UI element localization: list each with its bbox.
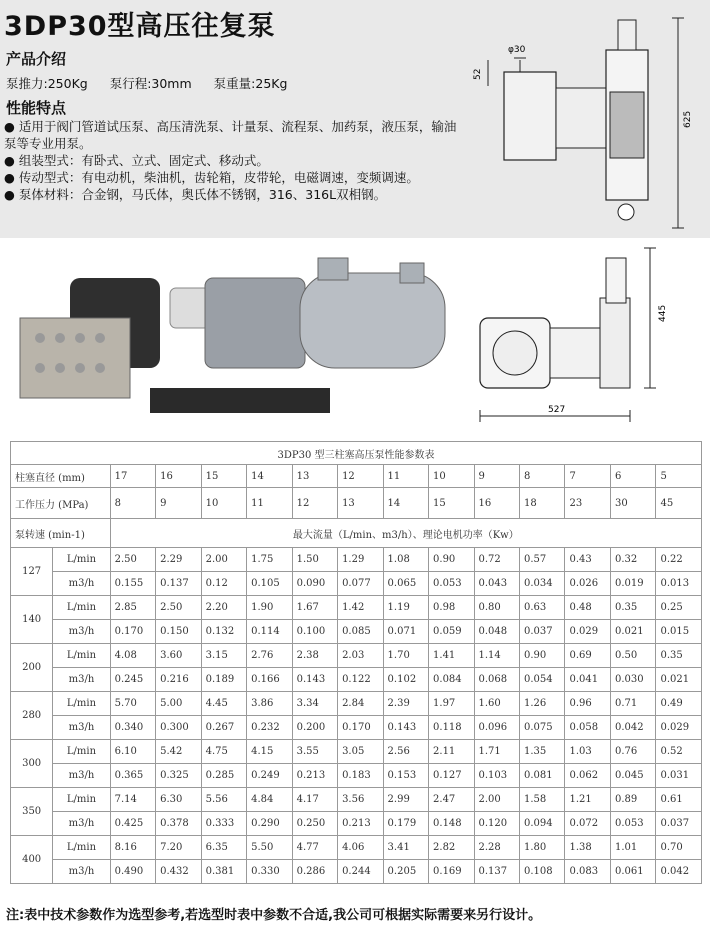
value-cell: 0.071: [383, 620, 428, 644]
unit-cell: L/min: [53, 596, 110, 620]
value-cell: 0.013: [656, 572, 702, 596]
value-cell: 0.053: [610, 812, 655, 836]
unit-cell: L/min: [53, 740, 110, 764]
value-cell: 1.67: [292, 596, 337, 620]
value-cell: 6.30: [156, 788, 201, 812]
value-cell: 0.037: [656, 812, 702, 836]
value-cell: 0.021: [656, 668, 702, 692]
spec-thrust: 泵推力:250Kg: [6, 76, 88, 91]
pressure-cell: 8: [110, 488, 155, 519]
table-row: [11, 836, 702, 860]
value-cell: 0.166: [247, 668, 292, 692]
value-cell: 0.019: [610, 572, 655, 596]
value-cell: 0.042: [610, 716, 655, 740]
spec-stroke: 泵行程:30mm: [109, 76, 192, 91]
value-cell: 1.01: [610, 836, 655, 860]
value-cell: 0.150: [156, 620, 201, 644]
value-cell: 0.245: [110, 668, 155, 692]
value-cell: 4.15: [247, 740, 292, 764]
table-row: [11, 644, 702, 668]
value-cell: 3.05: [338, 740, 383, 764]
value-cell: 0.072: [565, 812, 610, 836]
value-cell: 0.25: [656, 596, 702, 620]
value-cell: 2.82: [429, 836, 474, 860]
value-cell: 0.053: [429, 572, 474, 596]
value-cell: 3.86: [247, 692, 292, 716]
unit-cell: L/min: [53, 788, 110, 812]
value-cell: 1.60: [474, 692, 519, 716]
pressure-cell: 11: [247, 488, 292, 519]
table-row: [11, 716, 702, 740]
value-cell: 0.244: [338, 860, 383, 884]
feature-item: ● 组装型式：有卧式、立式、固定式、移动式。: [4, 152, 466, 169]
speed-label: 泵转速 (min-1): [11, 519, 111, 548]
value-cell: 2.00: [474, 788, 519, 812]
value-cell: 6.10: [110, 740, 155, 764]
unit-cell: m3/h: [53, 572, 110, 596]
feature-item: ● 适用于阀门管道试压泵、高压清洗泵、计量泵、流程泵、加药泵，液压泵，输油泵等专业用泵。: [4, 118, 466, 152]
diameter-cell: 6: [610, 465, 655, 488]
value-cell: 4.77: [292, 836, 337, 860]
unit-cell: m3/h: [53, 812, 110, 836]
value-cell: 0.43: [565, 548, 610, 572]
footnote: 注:表中技术参数作为选型参考,若选型时表中参数不合适,我公司可根据实际需要来另行设计。: [6, 908, 542, 923]
value-cell: 2.50: [156, 596, 201, 620]
value-cell: 0.120: [474, 812, 519, 836]
unit-cell: L/min: [53, 836, 110, 860]
value-cell: 2.38: [292, 644, 337, 668]
table-row: [11, 740, 702, 764]
value-cell: 0.48: [565, 596, 610, 620]
value-cell: 0.63: [520, 596, 565, 620]
rpm-cell: 280: [11, 692, 53, 740]
value-cell: 0.232: [247, 716, 292, 740]
table-row: [11, 668, 702, 692]
unit-cell: m3/h: [53, 860, 110, 884]
value-cell: 1.80: [520, 836, 565, 860]
flow-header: 最大流量（L/min、m3/h）、理论电机功率（Kw）: [110, 519, 701, 548]
value-cell: 0.026: [565, 572, 610, 596]
value-cell: 1.71: [474, 740, 519, 764]
value-cell: 0.153: [383, 764, 428, 788]
value-cell: 3.41: [383, 836, 428, 860]
value-cell: 3.56: [338, 788, 383, 812]
value-cell: 0.021: [610, 620, 655, 644]
value-cell: 0.61: [656, 788, 702, 812]
value-cell: 0.148: [429, 812, 474, 836]
diameter-label: 柱塞直径 (mm): [11, 465, 111, 488]
dim-height-small: 52: [473, 68, 483, 80]
value-cell: 0.249: [247, 764, 292, 788]
value-cell: 1.58: [520, 788, 565, 812]
value-cell: 0.189: [201, 668, 246, 692]
table-row: [11, 572, 702, 596]
diameter-row: [11, 465, 702, 488]
value-cell: 0.170: [110, 620, 155, 644]
table-row: [11, 596, 702, 620]
diameter-cell: 14: [247, 465, 292, 488]
spec-line: [6, 74, 305, 92]
rpm-cell: 300: [11, 740, 53, 788]
value-cell: 1.75: [247, 548, 292, 572]
value-cell: 3.60: [156, 644, 201, 668]
value-cell: 3.15: [201, 644, 246, 668]
value-cell: 0.71: [610, 692, 655, 716]
value-cell: 0.169: [429, 860, 474, 884]
value-cell: 2.00: [201, 548, 246, 572]
value-cell: 0.216: [156, 668, 201, 692]
value-cell: 2.50: [110, 548, 155, 572]
value-cell: 0.048: [474, 620, 519, 644]
value-cell: 1.08: [383, 548, 428, 572]
value-cell: 1.50: [292, 548, 337, 572]
value-cell: 0.137: [474, 860, 519, 884]
value-cell: 0.132: [201, 620, 246, 644]
value-cell: 0.80: [474, 596, 519, 620]
unit-cell: L/min: [53, 644, 110, 668]
pressure-cell: 18: [520, 488, 565, 519]
value-cell: 1.03: [565, 740, 610, 764]
diameter-cell: 12: [338, 465, 383, 488]
value-cell: 0.103: [474, 764, 519, 788]
value-cell: 0.118: [429, 716, 474, 740]
unit-cell: L/min: [53, 548, 110, 572]
value-cell: 0.378: [156, 812, 201, 836]
diameter-cell: 11: [383, 465, 428, 488]
dim-height-total: 625: [683, 110, 693, 128]
value-cell: 0.100: [292, 620, 337, 644]
rpm-cell: 400: [11, 836, 53, 884]
table-row: [11, 788, 702, 812]
value-cell: 1.42: [338, 596, 383, 620]
value-cell: 0.062: [565, 764, 610, 788]
value-cell: 0.200: [292, 716, 337, 740]
value-cell: 2.85: [110, 596, 155, 620]
value-cell: 2.76: [247, 644, 292, 668]
value-cell: 7.14: [110, 788, 155, 812]
value-cell: 7.20: [156, 836, 201, 860]
value-cell: 0.69: [565, 644, 610, 668]
value-cell: 0.325: [156, 764, 201, 788]
value-cell: 0.122: [338, 668, 383, 692]
value-cell: 0.333: [201, 812, 246, 836]
value-cell: 0.205: [383, 860, 428, 884]
value-cell: 0.094: [520, 812, 565, 836]
value-cell: 1.21: [565, 788, 610, 812]
pressure-row: [11, 488, 702, 519]
value-cell: 3.55: [292, 740, 337, 764]
unit-cell: L/min: [53, 692, 110, 716]
pressure-cell: 14: [383, 488, 428, 519]
dim-side-height: 445: [658, 304, 668, 322]
value-cell: 0.054: [520, 668, 565, 692]
value-cell: 0.029: [565, 620, 610, 644]
intro-heading: 产品介绍: [6, 50, 67, 68]
value-cell: 0.72: [474, 548, 519, 572]
diameter-cell: 13: [292, 465, 337, 488]
value-cell: 0.041: [565, 668, 610, 692]
value-cell: 0.015: [656, 620, 702, 644]
value-cell: 0.330: [247, 860, 292, 884]
value-cell: 2.47: [429, 788, 474, 812]
value-cell: 0.030: [610, 668, 655, 692]
value-cell: 0.90: [429, 548, 474, 572]
value-cell: 0.143: [383, 716, 428, 740]
value-cell: 0.365: [110, 764, 155, 788]
spec-weight: 泵重量:25Kg: [213, 76, 288, 91]
value-cell: 0.065: [383, 572, 428, 596]
value-cell: 2.20: [201, 596, 246, 620]
value-cell: 0.061: [610, 860, 655, 884]
unit-cell: m3/h: [53, 764, 110, 788]
value-cell: 0.155: [110, 572, 155, 596]
value-cell: 0.127: [429, 764, 474, 788]
unit-cell: m3/h: [53, 620, 110, 644]
value-cell: 0.425: [110, 812, 155, 836]
unit-cell: m3/h: [53, 716, 110, 740]
product-area: [0, 238, 710, 440]
value-cell: 0.267: [201, 716, 246, 740]
value-cell: 0.381: [201, 860, 246, 884]
value-cell: 0.090: [292, 572, 337, 596]
rpm-cell: 127: [11, 548, 53, 596]
value-cell: 1.70: [383, 644, 428, 668]
value-cell: 5.50: [247, 836, 292, 860]
value-cell: 2.84: [338, 692, 383, 716]
table-row: [11, 860, 702, 884]
diameter-cell: 5: [656, 465, 702, 488]
feature-list: [4, 118, 466, 203]
rpm-cell: 200: [11, 644, 53, 692]
value-cell: 0.89: [610, 788, 655, 812]
value-cell: 0.042: [656, 860, 702, 884]
dim-diameter: φ30: [508, 45, 526, 55]
dim-side-length: 527: [548, 405, 566, 415]
value-cell: 0.32: [610, 548, 655, 572]
value-cell: 4.17: [292, 788, 337, 812]
feature-item: ● 泵体材料：合金钢，马氏体，奥氏体不锈钢，316、316L双相钢。: [4, 186, 466, 203]
value-cell: 2.29: [156, 548, 201, 572]
value-cell: 0.213: [292, 764, 337, 788]
value-cell: 1.29: [338, 548, 383, 572]
value-cell: 0.290: [247, 812, 292, 836]
diameter-cell: 17: [110, 465, 155, 488]
pressure-cell: 13: [338, 488, 383, 519]
value-cell: 0.102: [383, 668, 428, 692]
pressure-cell: 12: [292, 488, 337, 519]
performance-table: [10, 441, 702, 884]
value-cell: 0.98: [429, 596, 474, 620]
value-cell: 0.179: [383, 812, 428, 836]
table-row: [11, 812, 702, 836]
table-caption: 3DP30 型三柱塞高压泵性能参数表: [11, 442, 702, 465]
value-cell: 2.99: [383, 788, 428, 812]
unit-cell: m3/h: [53, 668, 110, 692]
features-heading: 性能特点: [6, 99, 67, 117]
value-cell: 0.340: [110, 716, 155, 740]
value-cell: 5.42: [156, 740, 201, 764]
value-cell: 0.50: [610, 644, 655, 668]
value-cell: 5.70: [110, 692, 155, 716]
value-cell: 1.38: [565, 836, 610, 860]
value-cell: 2.39: [383, 692, 428, 716]
value-cell: 0.22: [656, 548, 702, 572]
table-row: [11, 548, 702, 572]
value-cell: 0.037: [520, 620, 565, 644]
value-cell: 0.52: [656, 740, 702, 764]
value-cell: 0.081: [520, 764, 565, 788]
value-cell: 0.57: [520, 548, 565, 572]
value-cell: 0.075: [520, 716, 565, 740]
value-cell: 0.043: [474, 572, 519, 596]
value-cell: 0.143: [292, 668, 337, 692]
diameter-cell: 16: [156, 465, 201, 488]
pump-front-drawing: [460, 0, 710, 238]
table-row: [11, 692, 702, 716]
value-cell: 0.084: [429, 668, 474, 692]
value-cell: 8.16: [110, 836, 155, 860]
value-cell: 0.49: [656, 692, 702, 716]
value-cell: 0.250: [292, 812, 337, 836]
value-cell: 1.19: [383, 596, 428, 620]
value-cell: 0.059: [429, 620, 474, 644]
value-cell: 0.045: [610, 764, 655, 788]
value-cell: 0.031: [656, 764, 702, 788]
value-cell: 4.75: [201, 740, 246, 764]
rpm-cell: 140: [11, 596, 53, 644]
diameter-cell: 10: [429, 465, 474, 488]
pressure-cell: 30: [610, 488, 655, 519]
value-cell: 4.84: [247, 788, 292, 812]
value-cell: 6.35: [201, 836, 246, 860]
value-cell: 2.28: [474, 836, 519, 860]
table-row: [11, 764, 702, 788]
value-cell: 0.76: [610, 740, 655, 764]
value-cell: 1.41: [429, 644, 474, 668]
pressure-label: 工作压力 (MPa): [11, 488, 111, 519]
value-cell: 1.14: [474, 644, 519, 668]
value-cell: 4.06: [338, 836, 383, 860]
value-cell: 4.08: [110, 644, 155, 668]
value-cell: 5.00: [156, 692, 201, 716]
diameter-cell: 7: [565, 465, 610, 488]
value-cell: 0.108: [520, 860, 565, 884]
diameter-cell: 8: [520, 465, 565, 488]
pump-photo: [0, 238, 470, 440]
value-cell: 4.45: [201, 692, 246, 716]
table-row: [11, 620, 702, 644]
value-cell: 0.12: [201, 572, 246, 596]
value-cell: 2.56: [383, 740, 428, 764]
value-cell: 0.034: [520, 572, 565, 596]
value-cell: 0.114: [247, 620, 292, 644]
value-cell: 0.068: [474, 668, 519, 692]
value-cell: 1.90: [247, 596, 292, 620]
value-cell: 0.490: [110, 860, 155, 884]
pressure-cell: 9: [156, 488, 201, 519]
value-cell: 0.35: [610, 596, 655, 620]
value-cell: 3.34: [292, 692, 337, 716]
value-cell: 0.029: [656, 716, 702, 740]
value-cell: 1.35: [520, 740, 565, 764]
value-cell: 0.35: [656, 644, 702, 668]
value-cell: 0.70: [656, 836, 702, 860]
header-panel: [0, 0, 710, 238]
pressure-cell: 16: [474, 488, 519, 519]
pressure-cell: 10: [201, 488, 246, 519]
pump-side-drawing: [470, 238, 710, 440]
value-cell: 0.286: [292, 860, 337, 884]
value-cell: 0.285: [201, 764, 246, 788]
diameter-cell: 15: [201, 465, 246, 488]
value-cell: 1.26: [520, 692, 565, 716]
value-cell: 2.03: [338, 644, 383, 668]
value-cell: 0.058: [565, 716, 610, 740]
page-title: 3DP30型高压往复泵: [4, 11, 276, 42]
value-cell: 5.56: [201, 788, 246, 812]
pressure-cell: 45: [656, 488, 702, 519]
feature-item: ● 传动型式：有电动机，柴油机，齿轮箱，皮带轮，电磁调速，变频调速。: [4, 169, 466, 186]
value-cell: 0.90: [520, 644, 565, 668]
value-cell: 0.096: [474, 716, 519, 740]
value-cell: 0.96: [565, 692, 610, 716]
value-cell: 0.300: [156, 716, 201, 740]
diameter-cell: 9: [474, 465, 519, 488]
pressure-cell: 15: [429, 488, 474, 519]
value-cell: 0.170: [338, 716, 383, 740]
value-cell: 0.432: [156, 860, 201, 884]
value-cell: 2.11: [429, 740, 474, 764]
value-cell: 0.105: [247, 572, 292, 596]
rpm-cell: 350: [11, 788, 53, 836]
value-cell: 0.137: [156, 572, 201, 596]
value-cell: 0.183: [338, 764, 383, 788]
value-cell: 0.083: [565, 860, 610, 884]
pressure-cell: 23: [565, 488, 610, 519]
speed-row: [11, 519, 702, 548]
value-cell: 1.97: [429, 692, 474, 716]
value-cell: 0.213: [338, 812, 383, 836]
value-cell: 0.077: [338, 572, 383, 596]
value-cell: 0.085: [338, 620, 383, 644]
